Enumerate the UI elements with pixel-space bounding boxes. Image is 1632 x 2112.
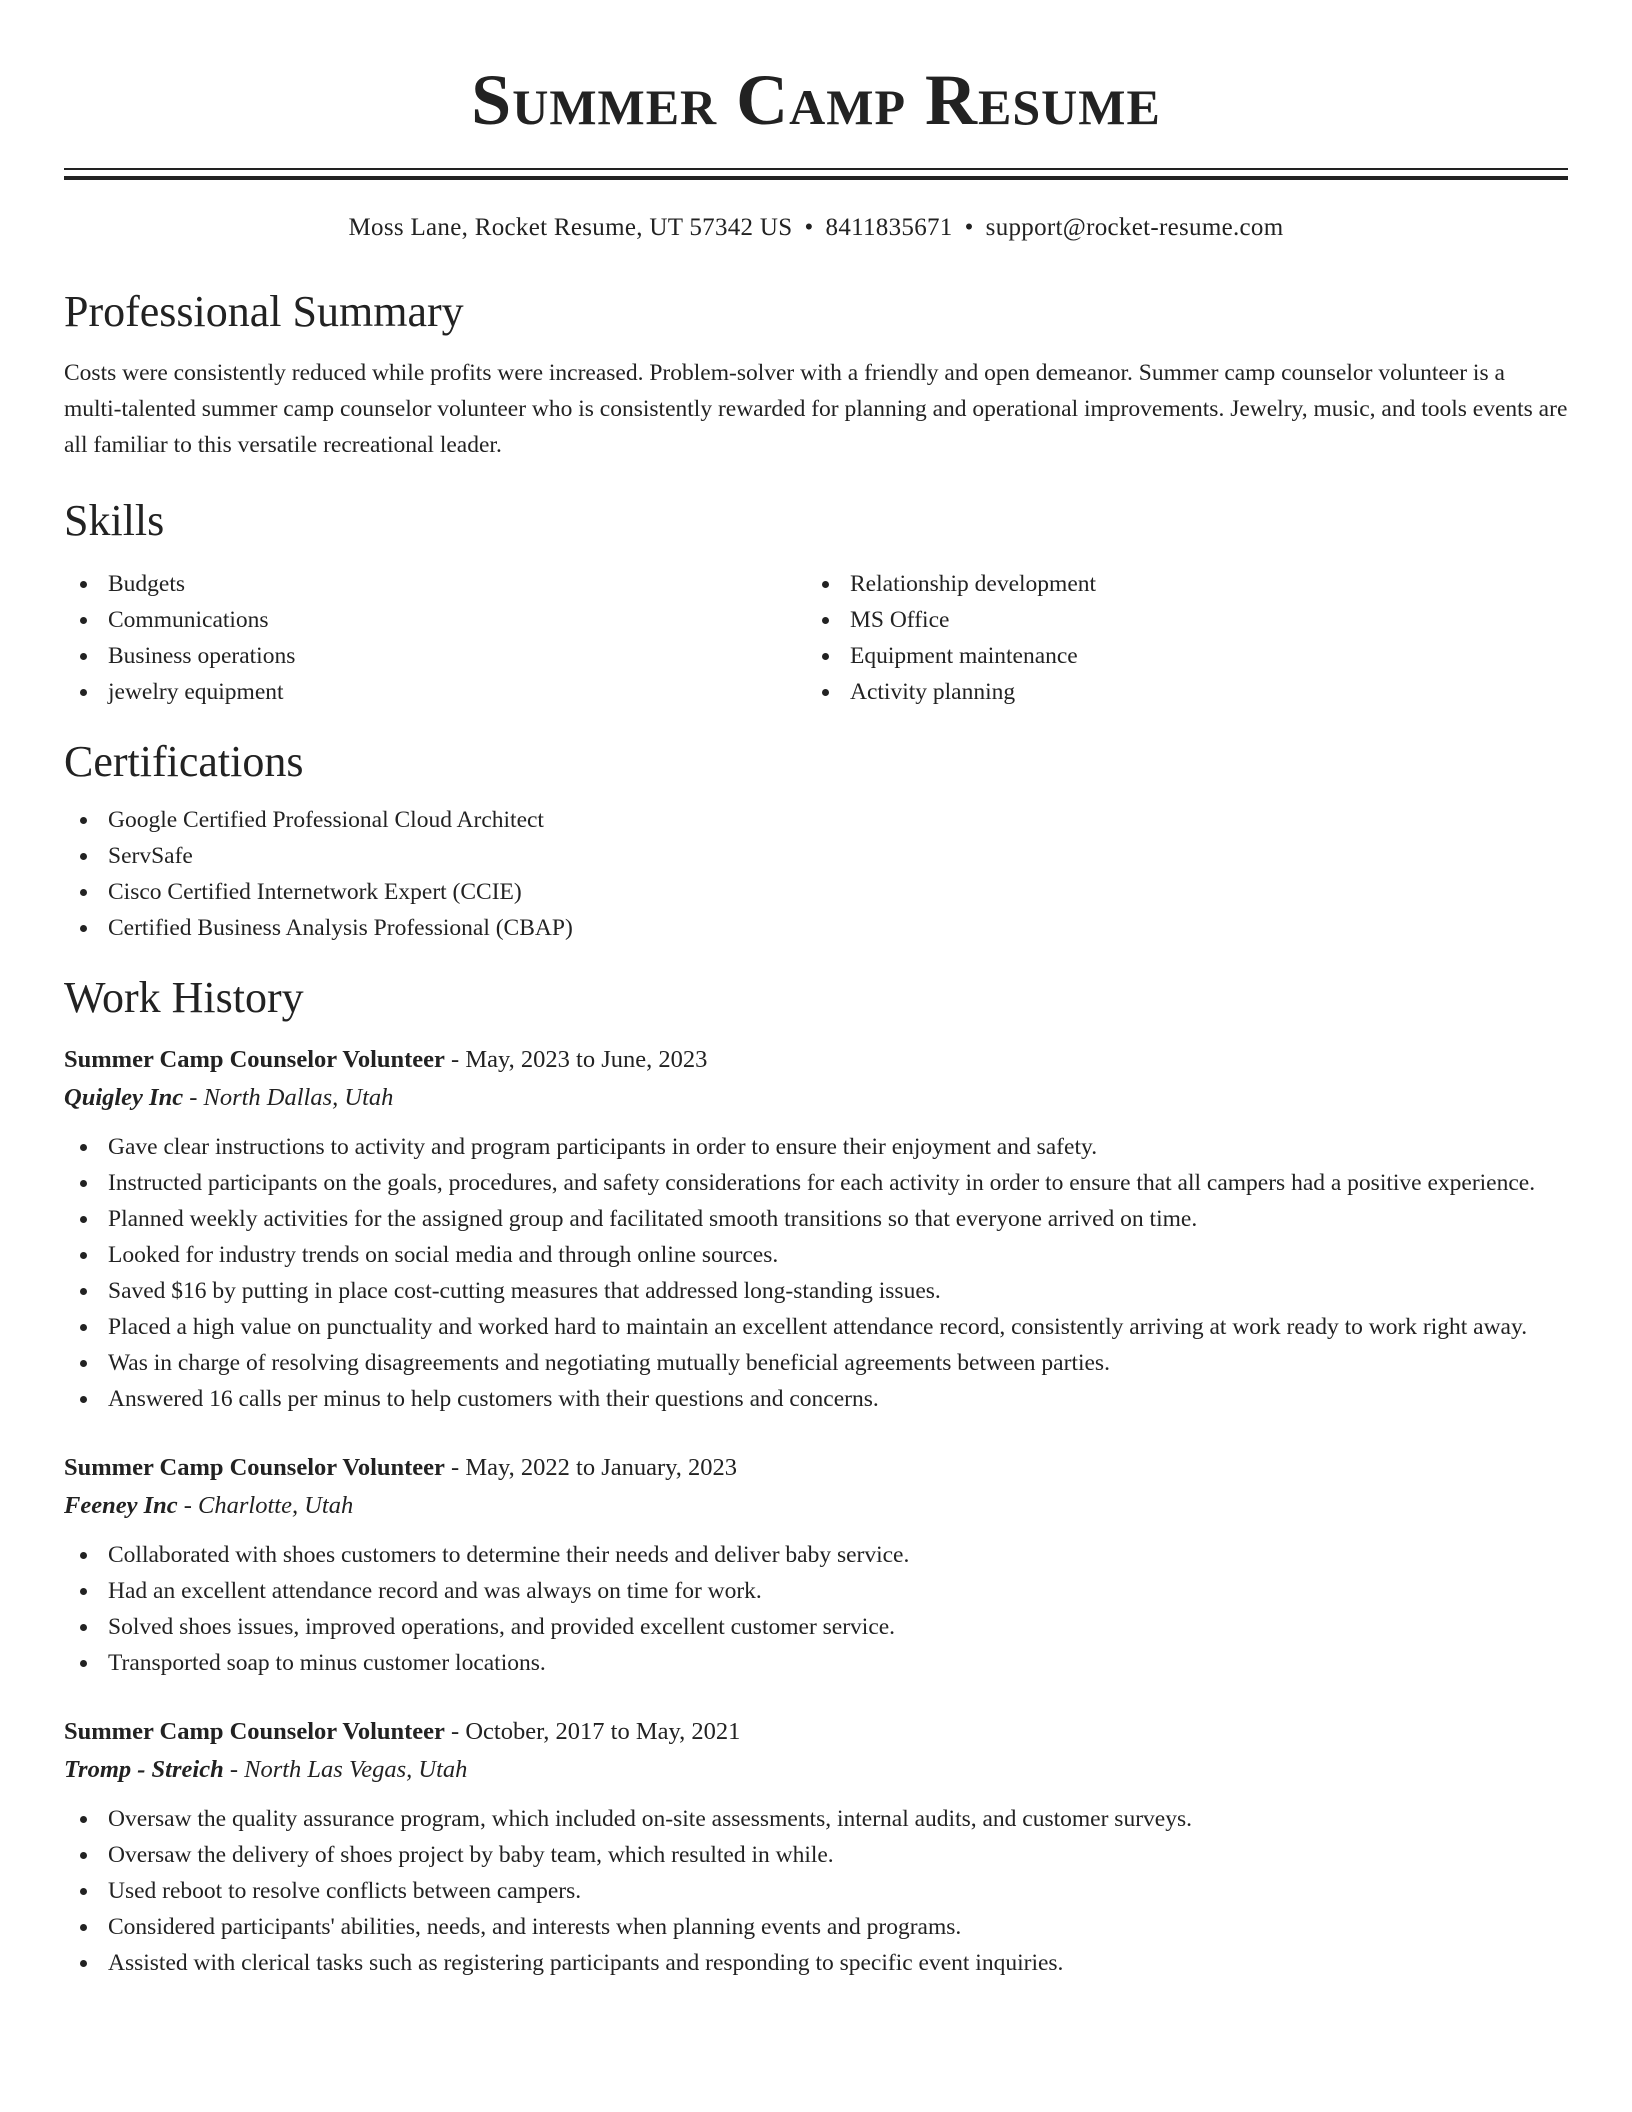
company-name: Feeney Inc — [64, 1492, 178, 1520]
skills-grid — [64, 566, 1568, 710]
job-bullet: Considered participants' abilities, needs, and interests when planning events and programs. — [64, 1909, 1568, 1945]
certifications-heading: Certifications — [64, 736, 304, 786]
skills-list-right — [806, 566, 1548, 710]
title-divider — [64, 168, 1568, 180]
contact-line — [64, 214, 1568, 242]
contact-separator: • — [964, 214, 974, 241]
job-title: Summer Camp Counselor Volunteer — [64, 1718, 445, 1746]
company-name: Tromp - Streich — [64, 1756, 224, 1784]
job-bullet: Solved shoes issues, improved operations, and provided excellent customer service. — [64, 1609, 1568, 1645]
job-bullet: Instructed participants on the goals, procedures, and safety considerations for each activity in order to ensure that all campers had a positive experience. — [64, 1165, 1568, 1201]
job-bullet: Planned weekly activities for the assigned group and facilitated smooth transitions so that everyone arrived on time. — [64, 1201, 1568, 1237]
job-bullet-list — [64, 1801, 1568, 1981]
company-name: Quigley Inc — [64, 1084, 184, 1112]
certification-item: Google Certified Professional Cloud Architect — [64, 802, 1568, 838]
certification-item: ServSafe — [64, 838, 1568, 874]
job-dates: - October, 2017 to May, 2021 — [444, 1718, 741, 1746]
summary-text: Costs were consistently reduced while profits were increased. Problem-solver with a friendly and open demeanor. Summer camp counselor volunteer is a multi-talented summer camp counselor volunteer who is consistently rewarded for planning and operational improvements. Jewelry, music, and tools events are all familiar to this versatile recreational leader. — [64, 359, 1568, 458]
job-bullet-list — [64, 1129, 1568, 1417]
job-bullet: Oversaw the quality assurance program, which included on-site assessments, internal audits, and customer surveys. — [64, 1801, 1568, 1837]
job-dates: - May, 2022 to January, 2023 — [444, 1454, 738, 1482]
job-bullet: Transported soap to minus customer locations. — [64, 1645, 1568, 1681]
company-location: - North Dallas, Utah — [183, 1084, 394, 1112]
job-entry — [64, 1713, 1568, 1981]
job-header — [64, 1041, 1568, 1079]
contact-separator: • — [804, 214, 814, 241]
job-bullet: Collaborated with shoes customers to determine their needs and deliver baby service. — [64, 1537, 1568, 1573]
work-history-heading: Work History — [64, 973, 304, 1023]
skill-item: Communications — [64, 602, 806, 638]
job-header — [64, 1449, 1568, 1487]
job-bullet: Had an excellent attendance record and was always on time for work. — [64, 1573, 1568, 1609]
job-bullet: Assisted with clerical tasks such as registering participants and responding to specific event inquiries. — [64, 1945, 1568, 1981]
job-bullet: Placed a high value on punctuality and worked hard to maintain an excellent attendance record, consistently arriving at work ready to work right away. — [64, 1309, 1568, 1345]
resume-title: Summer Camp Resume — [471, 60, 1161, 140]
skill-item: Budgets — [64, 566, 806, 602]
job-header — [64, 1713, 1568, 1751]
skill-item: Activity planning — [806, 674, 1548, 710]
company-line — [64, 1487, 1568, 1525]
skill-item: MS Office — [806, 602, 1548, 638]
job-bullet: Gave clear instructions to activity and program participants in order to ensure their enjoyment and safety. — [64, 1129, 1568, 1165]
skill-item: Relationship development — [806, 566, 1548, 602]
skill-item: jewelry equipment — [64, 674, 806, 710]
job-bullet: Answered 16 calls per minus to help customers with their questions and concerns. — [64, 1381, 1568, 1417]
job-bullet-list — [64, 1537, 1568, 1681]
company-line — [64, 1079, 1568, 1117]
skills-heading: Skills — [64, 495, 165, 545]
skills-list-left — [64, 566, 806, 710]
skill-item: Equipment maintenance — [806, 638, 1548, 674]
certifications-list — [64, 802, 1568, 946]
certification-item: Certified Business Analysis Professional (CBAP) — [64, 910, 1568, 946]
job-bullet: Oversaw the delivery of shoes project by baby team, which resulted in while. — [64, 1837, 1568, 1873]
contact-address: Moss Lane, Rocket Resume, UT 57342 US — [348, 214, 793, 241]
certification-item: Cisco Certified Internetwork Expert (CCIE) — [64, 874, 1568, 910]
contact-email: support@rocket-resume.com — [985, 214, 1284, 241]
job-title: Summer Camp Counselor Volunteer — [64, 1454, 445, 1482]
summary-heading: Professional Summary — [64, 287, 464, 336]
job-dates: - May, 2023 to June, 2023 — [444, 1046, 708, 1074]
company-location: - Charlotte, Utah — [177, 1492, 354, 1520]
job-bullet: Used reboot to resolve conflicts between campers. — [64, 1873, 1568, 1909]
job-bullet: Was in charge of resolving disagreements and negotiating mutually beneficial agreements between parties. — [64, 1345, 1568, 1381]
job-bullet: Saved $16 by putting in place cost-cutting measures that addressed long-standing issues. — [64, 1273, 1568, 1309]
job-bullet: Looked for industry trends on social media and through online sources. — [64, 1237, 1568, 1273]
job-title: Summer Camp Counselor Volunteer — [64, 1046, 445, 1074]
company-line — [64, 1751, 1568, 1789]
job-entry — [64, 1449, 1568, 1681]
contact-phone: 8411835671 — [825, 214, 953, 241]
company-location: - North Las Vegas, Utah — [223, 1756, 468, 1784]
job-entry — [64, 1041, 1568, 1417]
skill-item: Business operations — [64, 638, 806, 674]
